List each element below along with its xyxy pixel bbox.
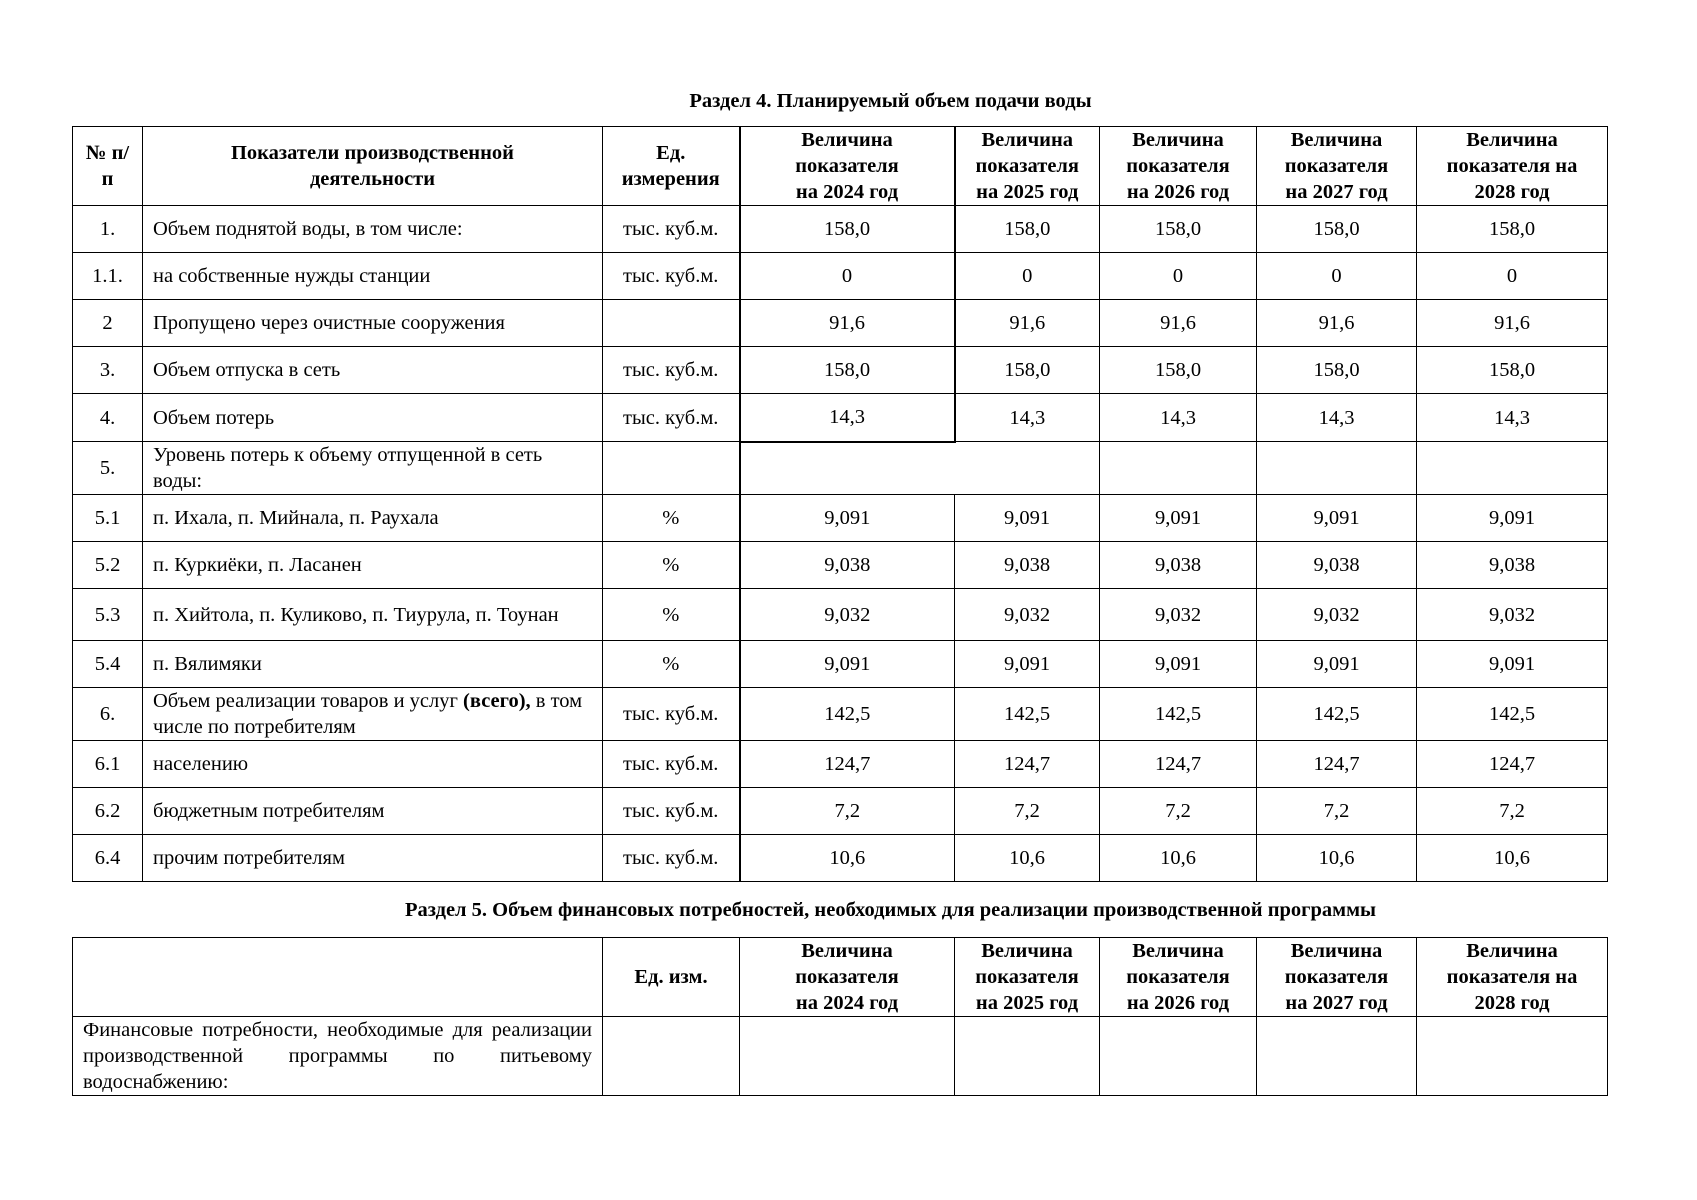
value-2027: 142,5 bbox=[1257, 688, 1417, 741]
value-2025: 9,091 bbox=[955, 641, 1100, 688]
row-num: 6.1 bbox=[73, 741, 143, 788]
header-2027: Величина показателя на 2027 год bbox=[1257, 127, 1417, 206]
row-name: Объем отпуска в сеть bbox=[143, 347, 603, 394]
row-num: 5.4 bbox=[73, 641, 143, 688]
row-name: Пропущено через очистные сооружения bbox=[143, 300, 603, 347]
value-2024: 9,091 bbox=[740, 495, 955, 542]
value-2026: 91,6 bbox=[1100, 300, 1257, 347]
table-header-row bbox=[73, 127, 1608, 206]
value-2028: 91,6 bbox=[1417, 300, 1608, 347]
value-2027: 124,7 bbox=[1257, 741, 1417, 788]
row-name: населению bbox=[143, 741, 603, 788]
table-row bbox=[73, 835, 1608, 882]
value-2026: 7,2 bbox=[1100, 788, 1257, 835]
value-2024: 158,0 bbox=[740, 347, 955, 394]
row-unit: тыс. куб.м. bbox=[603, 206, 740, 253]
value-2028: 14,3 bbox=[1417, 394, 1608, 442]
table-row bbox=[73, 495, 1608, 542]
value-2026 bbox=[1100, 1017, 1257, 1096]
value-2025: 10,6 bbox=[955, 835, 1100, 882]
value-2025: 7,2 bbox=[955, 788, 1100, 835]
value-2027: 91,6 bbox=[1257, 300, 1417, 347]
table-row bbox=[73, 442, 1608, 495]
value-2026: 0 bbox=[1100, 253, 1257, 300]
value-2025: 9,032 bbox=[955, 589, 1100, 641]
row-unit: тыс. куб.м. bbox=[603, 394, 740, 442]
header-name bbox=[73, 938, 603, 1017]
value-2025: 124,7 bbox=[955, 741, 1100, 788]
value-2027 bbox=[1257, 442, 1417, 495]
header-2024: Величина показателя на 2024 год bbox=[740, 127, 955, 206]
row-unit: % bbox=[603, 495, 740, 542]
row-unit: % bbox=[603, 542, 740, 589]
row-unit: тыс. куб.м. bbox=[603, 347, 740, 394]
value-2028: 9,032 bbox=[1417, 589, 1608, 641]
value-2026: 14,3 bbox=[1100, 394, 1257, 442]
row-num: 4. bbox=[73, 394, 143, 442]
row-name: на собственные нужды станции bbox=[143, 253, 603, 300]
row-name: Уровень потерь к объему отпущенной в сеть воды: bbox=[143, 442, 603, 495]
value-2025: 0 bbox=[955, 253, 1100, 300]
header-2025: Величина показателя на 2025 год bbox=[955, 127, 1100, 206]
value-2024: 142,5 bbox=[740, 688, 955, 741]
row-unit: тыс. куб.м. bbox=[603, 688, 740, 741]
value-2025: 9,038 bbox=[955, 542, 1100, 589]
value-2024: 7,2 bbox=[740, 788, 955, 835]
value-2027: 9,038 bbox=[1257, 542, 1417, 589]
row-name: п. Куркиёки, п. Ласанен bbox=[143, 542, 603, 589]
header-2025: Величина показателя на 2025 год bbox=[955, 938, 1100, 1017]
value-2024: 158,0 bbox=[740, 206, 955, 253]
value-2028: 0 bbox=[1417, 253, 1608, 300]
section4-table bbox=[72, 126, 1608, 882]
value-2026: 124,7 bbox=[1100, 741, 1257, 788]
header-2027: Величина показателя на 2027 год bbox=[1257, 938, 1417, 1017]
row-unit: % bbox=[603, 589, 740, 641]
table-header-row bbox=[73, 938, 1608, 1017]
value-2025: 9,091 bbox=[955, 495, 1100, 542]
header-2028: Величина показателя на 2028 год bbox=[1417, 938, 1608, 1017]
value-2024: 10,6 bbox=[740, 835, 955, 882]
header-2026: Величина показателя на 2026 год bbox=[1100, 127, 1257, 206]
table-row bbox=[73, 688, 1608, 741]
table-row bbox=[73, 206, 1608, 253]
value-2026 bbox=[1100, 442, 1257, 495]
table-row bbox=[73, 394, 1608, 442]
value-2025: 158,0 bbox=[955, 347, 1100, 394]
value-2028: 124,7 bbox=[1417, 741, 1608, 788]
row-name: п. Хийтола, п. Куликово, п. Тиурула, п. Тоунан bbox=[143, 589, 603, 641]
header-2028: Величина показателя на 2028 год bbox=[1417, 127, 1608, 206]
row-name-part: в том числе по потребителям bbox=[153, 690, 583, 738]
value-2028: 142,5 bbox=[1417, 688, 1608, 741]
value-2027: 9,032 bbox=[1257, 589, 1417, 641]
row-unit bbox=[603, 300, 740, 347]
table-row bbox=[73, 788, 1608, 835]
value-2025: 91,6 bbox=[955, 300, 1100, 347]
row-unit: % bbox=[603, 641, 740, 688]
row-num: 6.2 bbox=[73, 788, 143, 835]
table-row bbox=[73, 741, 1608, 788]
value-2024: 9,091 bbox=[740, 641, 955, 688]
row-name: п. Вялимяки bbox=[143, 641, 603, 688]
header-2026: Величина показателя на 2026 год bbox=[1100, 938, 1257, 1017]
value-2027: 9,091 bbox=[1257, 495, 1417, 542]
header-unit: Ед. изм. bbox=[603, 938, 740, 1017]
row-name-part: Объем реализации товаров и услуг bbox=[153, 690, 464, 712]
value-2026: 9,091 bbox=[1100, 641, 1257, 688]
value-2026: 10,6 bbox=[1100, 835, 1257, 882]
value-2028: 9,091 bbox=[1417, 495, 1608, 542]
row-unit bbox=[603, 442, 740, 495]
row-unit: тыс. куб.м. bbox=[603, 253, 740, 300]
table-row bbox=[73, 641, 1608, 688]
row-num: 6. bbox=[73, 688, 143, 741]
row-num: 3. bbox=[73, 347, 143, 394]
row-name: бюджетным потребителям bbox=[143, 788, 603, 835]
row-num: 1. bbox=[73, 206, 143, 253]
row-num: 2 bbox=[73, 300, 143, 347]
value-2028: 10,6 bbox=[1417, 835, 1608, 882]
table-row bbox=[73, 589, 1608, 641]
value-2028: 158,0 bbox=[1417, 206, 1608, 253]
value-2024 bbox=[740, 1017, 955, 1096]
value-2028: 7,2 bbox=[1417, 788, 1608, 835]
value-2027: 158,0 bbox=[1257, 206, 1417, 253]
table-row bbox=[73, 1017, 1608, 1096]
value-2028: 9,091 bbox=[1417, 641, 1608, 688]
value-2027: 0 bbox=[1257, 253, 1417, 300]
row-name: прочим потребителям bbox=[143, 835, 603, 882]
value-2027: 14,3 bbox=[1257, 394, 1417, 442]
value-2028: 158,0 bbox=[1417, 347, 1608, 394]
row-name: Финансовые потребности, необходимые для реализации производственной программы по питьевому водоснабжению: bbox=[73, 1017, 603, 1096]
row-unit bbox=[603, 1017, 740, 1096]
value-2024: 9,032 bbox=[740, 589, 955, 641]
row-num: 5.2 bbox=[73, 542, 143, 589]
row-num: 5.3 bbox=[73, 589, 143, 641]
value-2026: 9,038 bbox=[1100, 542, 1257, 589]
value-2026: 142,5 bbox=[1100, 688, 1257, 741]
value-2026: 9,032 bbox=[1100, 589, 1257, 641]
value-2025: 142,5 bbox=[955, 688, 1100, 741]
row-name: п. Ихала, п. Мийнала, п. Раухала bbox=[143, 495, 603, 542]
value-2027: 7,2 bbox=[1257, 788, 1417, 835]
value-2027: 9,091 bbox=[1257, 641, 1417, 688]
row-name-bold: (всего), bbox=[463, 690, 531, 712]
value-2025 bbox=[955, 1017, 1100, 1096]
row-num: 5.1 bbox=[73, 495, 143, 542]
value-2024: 91,6 bbox=[740, 300, 955, 347]
header-unit: Ед. измерения bbox=[603, 127, 740, 206]
value-2026: 158,0 bbox=[1100, 347, 1257, 394]
table-row bbox=[73, 300, 1608, 347]
value-2024-2025-merged bbox=[740, 442, 1100, 495]
value-2024: 9,038 bbox=[740, 542, 955, 589]
header-name: Показатели производственной деятельности bbox=[143, 127, 603, 206]
section5-title: Раздел 5. Объем финансовых потребностей, необходимых для реализации производственной программы bbox=[404, 899, 1377, 921]
value-2028 bbox=[1417, 1017, 1608, 1096]
row-unit: тыс. куб.м. bbox=[603, 741, 740, 788]
value-2027 bbox=[1257, 1017, 1417, 1096]
row-unit: тыс. куб.м. bbox=[603, 835, 740, 882]
value-2024: 124,7 bbox=[740, 741, 955, 788]
value-2026: 158,0 bbox=[1100, 206, 1257, 253]
value-2025: 14,3 bbox=[955, 394, 1100, 442]
value-2028: 9,038 bbox=[1417, 542, 1608, 589]
section5-table bbox=[72, 937, 1608, 1096]
row-unit: тыс. куб.м. bbox=[603, 788, 740, 835]
header-num: № п/п bbox=[73, 127, 143, 206]
row-num: 5. bbox=[73, 442, 143, 495]
table-row bbox=[73, 253, 1608, 300]
value-2025: 158,0 bbox=[955, 206, 1100, 253]
table-row bbox=[73, 347, 1608, 394]
row-name bbox=[143, 688, 603, 741]
header-2024: Величина показателя на 2024 год bbox=[740, 938, 955, 1017]
row-num: 1.1. bbox=[73, 253, 143, 300]
row-name: Объем потерь bbox=[143, 394, 603, 442]
table-row bbox=[73, 542, 1608, 589]
value-2024: 0 bbox=[740, 253, 955, 300]
row-num: 6.4 bbox=[73, 835, 143, 882]
value-2027: 10,6 bbox=[1257, 835, 1417, 882]
value-2028 bbox=[1417, 442, 1608, 495]
value-2027: 158,0 bbox=[1257, 347, 1417, 394]
value-2024: 14,3 bbox=[740, 394, 955, 442]
value-2026: 9,091 bbox=[1100, 495, 1257, 542]
section4-title: Раздел 4. Планируемый объем подачи воды bbox=[689, 90, 1092, 112]
row-name: Объем поднятой воды, в том числе: bbox=[143, 206, 603, 253]
